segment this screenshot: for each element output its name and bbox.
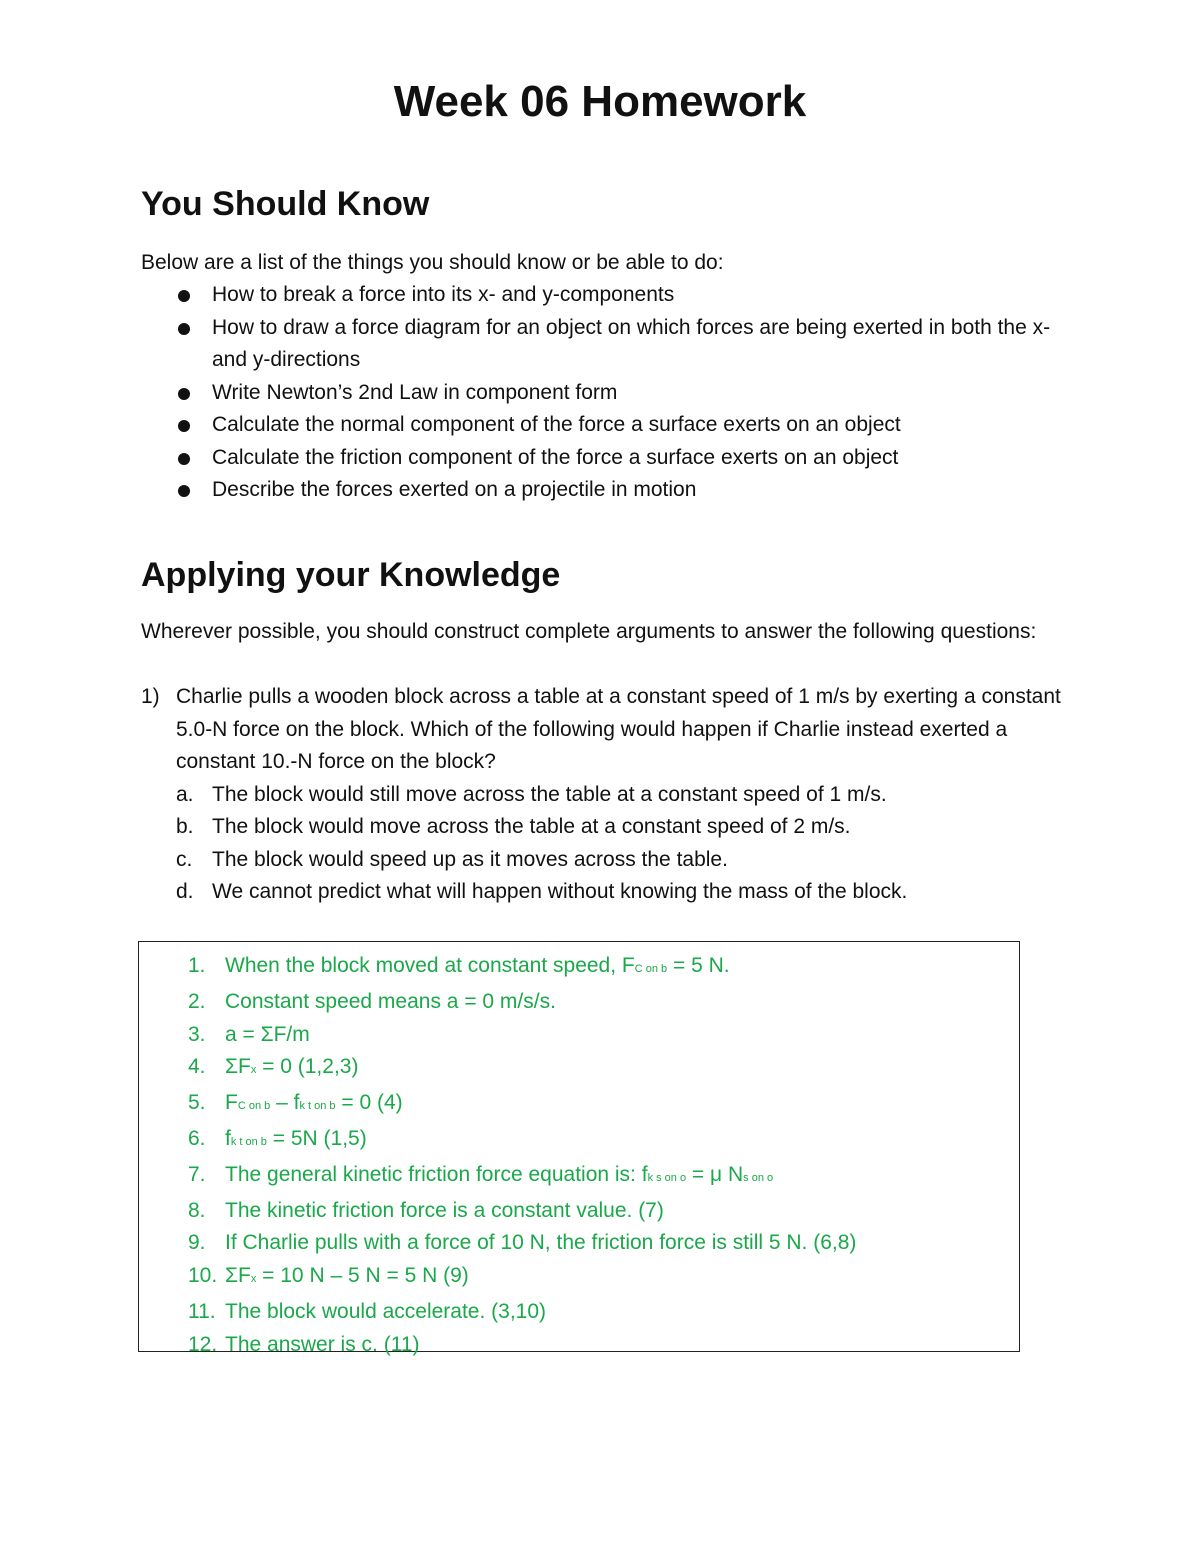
answer-step: 7. The general kinetic friction force equation is: fk s on o = μ Ns on o xyxy=(188,1162,774,1186)
bullet-dot-icon xyxy=(178,388,190,400)
bullet-item: Write Newton’s 2nd Law in component form xyxy=(141,377,1071,410)
answer-step: 5. FC on b – fk t on b = 0 (4) xyxy=(188,1091,403,1115)
answer-step: 2. Constant speed means a = 0 m/s/s. xyxy=(188,989,556,1013)
answer-step: 6. fk t on b = 5N (1,5) xyxy=(188,1126,367,1150)
answer-step: 11. The block would accelerate. (3,10) xyxy=(188,1299,546,1323)
choice-list xyxy=(141,779,1071,909)
answer-steps xyxy=(188,950,856,1362)
know-intro: Below are a list of the things you should know or be able to do: xyxy=(141,251,724,274)
answer-step: 8. The kinetic friction force is a constant value. (7) xyxy=(188,1198,664,1222)
heading-you-should-know: You Should Know xyxy=(141,185,430,223)
answer-step: 1. When the block moved at constant speed, FC on b = 5 N. xyxy=(188,954,730,977)
question-number: 1) xyxy=(141,685,160,708)
question-1 xyxy=(141,681,1071,909)
choice-d: d. We cannot predict what will happen without knowing the mass of the block. xyxy=(176,880,908,903)
bullet-dot-icon xyxy=(178,290,190,302)
know-bullet-list xyxy=(141,279,1071,507)
heading-applying-knowledge: Applying your Knowledge xyxy=(141,556,561,594)
answer-step: 9. If Charlie pulls with a force of 10 N, the friction force is still 5 N. (6,8) xyxy=(188,1231,857,1255)
bullet-item: How to draw a force diagram for an object on which forces are being exerted in both the x- and y-directions xyxy=(141,312,1071,377)
answer-step: 10. ΣFx = 10 N – 5 N = 5 N (9) xyxy=(188,1264,469,1288)
answer-step: 4. ΣFx = 0 (1,2,3) xyxy=(188,1055,359,1079)
bullet-dot-icon xyxy=(178,485,190,497)
question-text: Charlie pulls a wooden block across a table at a constant speed of 1 m/s by exerting a constant 5.0-N force on the block. Which of the following would happen if Charlie instead exerted a constant 10.-N force on the block? xyxy=(176,685,1061,773)
bullet-item: How to break a force into its x- and y-components xyxy=(141,279,1071,312)
answer-step: 3. a = ΣF/m xyxy=(188,1022,310,1046)
bullet-item: Describe the forces exerted on a projectile in motion xyxy=(141,474,1071,507)
bullet-item: Calculate the friction component of the force a surface exerts on an object xyxy=(141,442,1071,475)
apply-intro: Wherever possible, you should construct complete arguments to answer the following questions: xyxy=(141,620,1037,643)
choice-c: c. The block would speed up as it moves across the table. xyxy=(176,847,728,871)
bullet-dot-icon xyxy=(178,323,190,335)
bullet-dot-icon xyxy=(178,420,190,432)
page-title: Week 06 Homework xyxy=(393,77,807,126)
choice-b: b. The block would move across the table at a constant speed of 2 m/s. xyxy=(176,815,851,838)
choice-a: a. The block would still move across the table at a constant speed of 1 m/s. xyxy=(176,782,887,806)
answer-step: 12. The answer is c. (11) xyxy=(188,1332,420,1356)
bullet-item: Calculate the normal component of the force a surface exerts on an object xyxy=(141,409,1071,442)
bullet-dot-icon xyxy=(178,453,190,465)
answer-box xyxy=(138,941,1020,1356)
